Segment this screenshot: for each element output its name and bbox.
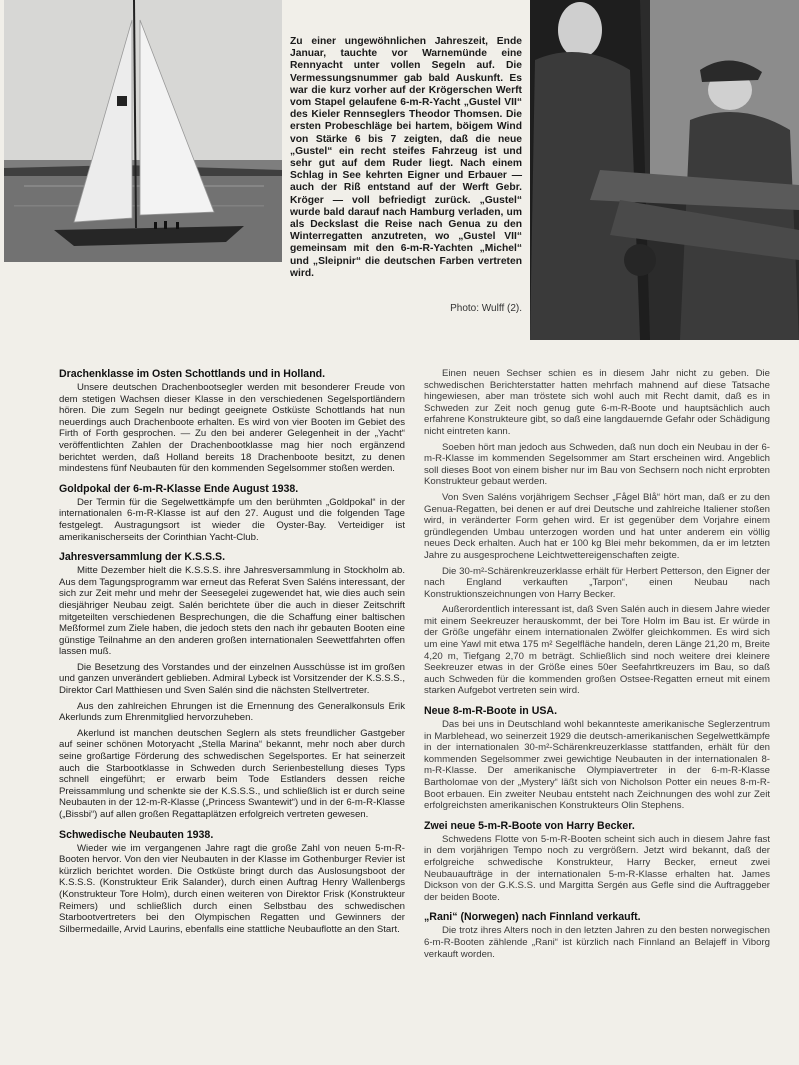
section-heading: „Rani“ (Norwegen) nach Finnland verkauft. — [424, 911, 641, 924]
paragraph: Das bei uns in Deutschland wohl bekannteste amerikanische Seglerzentrum in Marblehead, wo seinerzeit 1929 die deutsch-amerikanischen Segelwettkämpfe in der internationalen 30-m²-Schärenkreuzerklasse stattfanden, erhält für den kommenden Segelsommer zwei gewichtige Neubauten in der internationalen 8-m-R-Klasse. Der amerikanische Olympiavertreter in der 6-m-R-Klasse Bartholomae von der „Mystery“ läßt sich von Nicholson Potter ein neues 8-m-R-Boot erbauen. Ein zweiter Neubau entsteht nach Zeichnungen des wohl zur Zeit erfolgreichsten amerikanischen Konstrukteurs Olin Stephens. — [424, 719, 770, 812]
section-5m-becker — [424, 820, 770, 904]
section-heading: Drachenklasse im Osten Schottlands und in Holland. — [59, 368, 326, 380]
paragraph: Die 30-m²-Schärenkreuzerklasse erhält für Herbert Petterson, den Eigner der nach England verkauften „Tarpon“, einen Neubau nach Konstruktionszeichnungen von Harry Becker. — [424, 565, 770, 600]
paragraph: Unsere deutschen Drachenbootsegler werden mit besonderer Freude von dem stetigen Wachsen dieser Klasse in den verschiedenen Segelsportländern hören. Die zum Segeln nur bedingt geeignete Ostküste Schottlands hat nun neuerdings auch Drachenboote erhalten. Es wird von vier Booten im Gebiet des Firth of Forth gesprochen. — Zu den bei anderer Gelegenheit in der „Yacht“ veröffentlichten Zahlen der Drachenbootklasse mag hier noch ergänzend berichtet werden, daß Holland bereits 18 Drachenboote besitzt, zu denen mindestens fünf Neubauten für den kommenden Segelsommer stoßen werden. — [59, 382, 405, 475]
paragraph: Einen neuen Sechser schien es in diesem Jahr nicht zu geben. Die schwedischen Berichterstatter hatten mehrfach mahnend auf diese Tatsache hingewiesen, aber man tröstete sich wohl auch mit Recht damit, daß es in Schweden zur Zeit noch genug gute 6-m-R-Boote und hauptsächlich auch erfahrene Konstrukteure gibt, so daß eine langdauernde Gefahr oder Schädigung nicht eintreten kann. — [424, 368, 770, 437]
paragraph: Wieder wie im vergangenen Jahre ragt die große Zahl von neuen 5-m-R-Booten hervor. Von den vier Neubauten in der Klasse im Gothenburger Revier ist kürzlich berichtet worden. Die Ostküste bringt durch das Auslosungsboot der K.S.S.S. (Konstrukteur Erik Salander), durch einen Auftrag Henry Wallenbergs (Konstrukteur Tore Holm), durch einen weiteren von Direktor Frisk (Konstrukteur Reimers) und schließlich durch einen Selbstbau des schwedischen Starbootvertreters bei den Olympischen Regatten und Gewinners der Silbermedaille, Arvid Laurins, ebenfalls eine stattliche Neubauflotte an den Start. — [59, 842, 405, 935]
left-column — [59, 368, 405, 943]
paragraph: Von Sven Saléns vorjährigem Sechser „Fågel Blå“ hört man, daß er zu den Genua-Regatten, bei denen er auf drei Deutsche und zahlreiche Italiener stoßen wird, in veränderter Form gehen wird. Er ist gegenüber dem Vorjahre einem gründlegenden Umbau unterzogen worden und hat unter anderem ein völlig neues Deck erhalten. Auch hat er 100 kg Blei mehr bekommen, da er im letzten Jahre zu ausgesprochene Leichtwettereigenschaften zeigte. — [424, 491, 770, 561]
section-heading: Schwedische Neubauten 1938. — [59, 828, 214, 841]
sailing-yacht-photo — [4, 0, 282, 262]
paragraph: Aus den zahlreichen Ehrungen ist die Ernennung des Generalkonsuls Erik Akerlunds zum Ehrenmitglied hervorzuheben. — [59, 700, 405, 724]
photo-credit: Photo: Wulff (2). — [450, 303, 522, 314]
right-column — [424, 368, 770, 968]
paragraph: Soeben hört man jedoch aus Schweden, daß nun doch ein Neubau in der 6-m-R-Klasse im kommenden Segelsommer am Start erscheinen wird. Angeblich soll dieses Boot von einem bisher nur im Bau von Sechsern noch nicht erprobten Konstrukteur gebaut werden. — [424, 441, 770, 488]
paragraph: Schwedens Flotte von 5-m-R-Booten scheint sich auch in diesem Jahre fast in dem vorjährigen Tempo noch zu vergrößern. Jetzt wird bekannt, daß der erfolgreiche schwedische Konstrukteur, Harry Becker, erneut zwei Neubauaufträge in der internationalen 5-m-R-Klasse erhalten hat. James Dickson von der G.K.S.S. und Margitta Sergén aus Gefle sind die Auftraggeber der beiden Boote. — [424, 833, 770, 903]
section-rani — [424, 911, 770, 960]
paragraph: Der Termin für die Segelwettkämpfe um den berühmten „Goldpokal“ in der internationalen 6-m-R-Klasse ist auf den 27. August und die folgenden Tage festgelegt. Austragungsort ist wieder die Oyster-Bay. Verteidiger ist amerikanischerseits der Corinthian Yacht-Club. — [59, 496, 405, 543]
paragraph: Außerordentlich interessant ist, daß Sven Salén auch in diesem Jahre wieder mit einem Seekreuzer herauskommt, der bei Tore Holm im Bau ist. Er würde in der Größe ungefähr einem internationalen Zwölfer gleichkommen. Es wird sich um eine Yawl mit etwa 175 m² Segelfläche handeln, deren Länge 21,20 m, Breite 4,20 m, Tiefgang 2,70 m beträgt. Schließlich sind noch weitere drei kleinere Seekreuzer etwas in der Größe eines 50er Seefahrtkreuzers im Bau, so daß auch Schweden für die kommenden großen Ostsee-Regatten erneut mit einem starken Aufgebot vertreten sein wird. — [424, 604, 770, 697]
section-heading: Goldpokal der 6-m-R-Klasse Ende August 1938. — [59, 482, 299, 495]
section-8m-usa — [424, 705, 770, 812]
paragraph: Mitte Dezember hielt die K.S.S.S. ihre Jahresversammlung in Stockholm ab. Aus dem Tagungsprogramm war erneut das Referat Sven Saléns interessant, der sich zur Zeit mehr und mehr der Seesegelei zugewendet hat, wie dies auch sein diesjähriger Neubau zeigt. Salén berichtete über die auch in dieser Zeitschrift mitgeteilten verschiedenen Besprechungen, die die Schaffung einer baltischen Meßformel zum Ziele haben, die jedoch stets den nach ihr gebauten Booten eine günstige Teilnahme an den anderen großen internationalen Seewettfahrten offen lassen muß. — [59, 565, 405, 658]
paragraph: Die Besetzung des Vorstandes und der einzelnen Ausschüsse ist im großen und ganzen unverändert geblieben. Admiral Lybeck ist Vorsitzender der K.S.S.S., Direktor Carl Matthiesen und Sven Salén sind die nächsten Stellvertreter. — [59, 661, 405, 697]
section-schwedische-neubauten — [59, 829, 405, 936]
men-at-boat-photo — [530, 0, 799, 340]
section-jahresversammlung — [59, 551, 405, 820]
paragraph: Die trotz ihres Alters noch in den letzten Jahren zu den besten norwegischen 6-m-R-Booten zählende „Rani“ ist kürzlich nach Finnland an Belajeff in Viborg verkauft worden. — [424, 925, 770, 960]
section-heading: Zwei neue 5-m-R-Boote von Harry Becker. — [424, 819, 635, 832]
section-schweden-fortsetzung — [424, 368, 770, 697]
section-heading: Neue 8-m-R-Boote in USA. — [424, 705, 558, 718]
paragraph: Akerlund ist manchen deutschen Seglern als stets freundlicher Gastgeber auf seiner schönen Motoryacht „Stella Marina“ bekannt, mehr noch aber durch seine großartige Förderung des schwedischen Segelsportes. Er hat seinerzeit auch die Starbootklasse in Schweden durch Serienbestellung dieses Typs schnell eingeführt; er erwarb beim Tode Estlanders dessen reiche Preissammlung und schenkte sie der K.S.S.S., und schließlich ist er durch seine Neubauten in der 12-m-R-Klasse („Princess Swantewit“) und in der 6-m-R-Klasse („Bissbi“) auf allen großen Regattaplätzen erfolgreich vertreten gewesen. — [59, 727, 405, 820]
section-drachenklasse — [59, 368, 405, 475]
section-heading: Jahresversammlung der K.S.S.S. — [59, 551, 226, 564]
section-goldpokal — [59, 483, 405, 543]
photo-caption: Zu einer ungewöhnlichen Jahreszeit, Ende Januar, tauchte vor Warnemünde eine Rennyacht unter vollen Segeln auf. Die Vermessungsnummer gab bald Auskunft. Es war die kurz vorher auf der Krögerschen Werft vom Stapel gelaufene 6-m-R-Yacht „Gustel VII“ des Kieler Rennseglers Theodor Thomsen. Die ersten Probeschläge bei hartem, böigem Wind von Stärke 6 bis 7 zeigten, daß die neue „Gustel“ ein recht steifes Fahrzeug ist und sehr gut auf dem Ruder liegt. Nach einem Schlag in See kehrten Eigner und Erbauer — auch der Riß entstand auf der Werft Gebr. Kröger — voll befriedigt zurück. „Gustel“ wurde bald darauf nach Hamburg verladen, um als Deckslast die Reise nach Genua zu den Winterregatten anzutreten, wo „Gustel VII“ gemeinsam mit den 6-m-R-Yachten „Michel“ und „Sleipnir“ die deutschen Farben vertreten wird. — [290, 36, 522, 279]
